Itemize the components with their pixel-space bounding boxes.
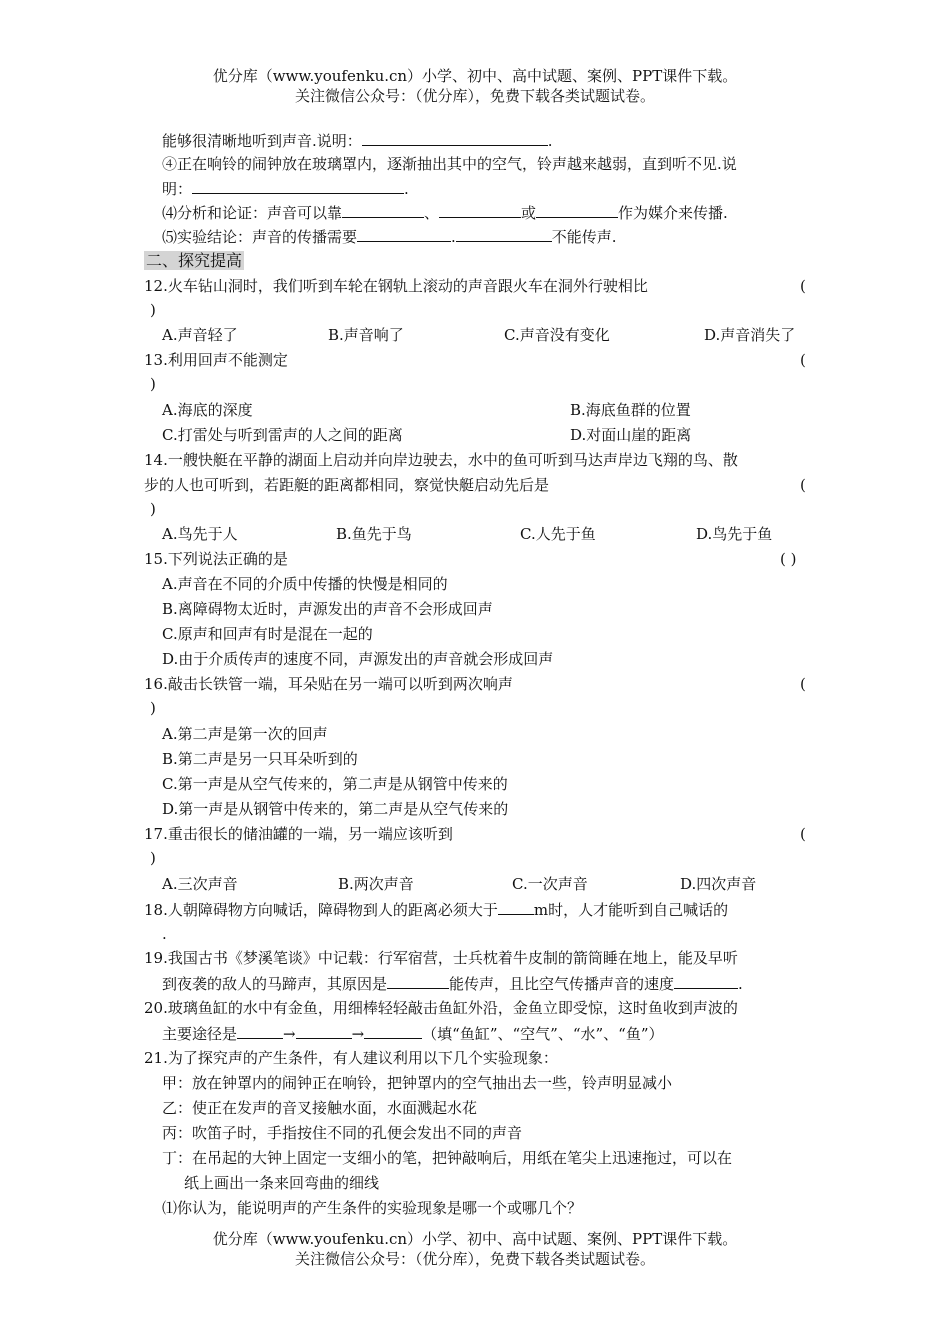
q12-option-d[interactable]: D.声音消失了	[704, 326, 796, 344]
q21-item-jia: 甲：放在钟罩内的闹钟正在响铃，把钟罩内的空气抽出去一些，铃声明显减小	[162, 1074, 673, 1092]
answer-blank[interactable]	[387, 973, 449, 989]
q12-option-b[interactable]: B.声音响了	[328, 326, 404, 344]
answer-blank[interactable]	[192, 178, 404, 194]
answer-blank[interactable]	[237, 1023, 283, 1039]
answer-blank[interactable]	[357, 226, 451, 242]
answer-paren-close: )	[150, 849, 156, 867]
header-line-2: 关注微信公众号：（优分库），免费下载各类试题试卷。	[294, 87, 655, 105]
q12-option-c[interactable]: C.声音没有变化	[504, 326, 610, 344]
experiment-step-4: ④正在响铃的闹钟放在玻璃罩内，逐渐抽出其中的空气，铃声越来越弱，直到听不见.说	[162, 155, 737, 173]
footer-line-1: 优分库（www.youfenku.cn）小学、初中、高中试题、案例、PPT课件下载。	[212, 1230, 738, 1248]
question-17-stem: 17.重击很长的储油罐的一端，另一端应该听到	[144, 825, 453, 843]
q17-option-a[interactable]: A.三次声音	[162, 875, 238, 893]
q12-option-a[interactable]: A.声音轻了	[162, 326, 238, 344]
answer-paren-close: )	[150, 301, 156, 319]
q16-option-d[interactable]: D.第一声是从钢管中传来的，第二声是从空气传来的	[162, 800, 509, 818]
section-title: 二、探究提高	[146, 251, 243, 270]
answer-blank[interactable]	[536, 202, 618, 218]
answer-blank[interactable]	[296, 1023, 352, 1039]
question-20-stem-2: 主要途径是 → → （填“鱼缸”、“空气”、“水”、“鱼”）	[162, 1025, 664, 1043]
question-20-stem-1: 20.玻璃鱼缸的水中有金鱼，用细棒轻轻敲击鱼缸外沿，金鱼立即受惊，这时鱼收到声波的	[144, 999, 738, 1017]
footer-line-2: 关注微信公众号：（优分库），免费下载各类试题试卷。	[294, 1250, 655, 1268]
q13-option-c[interactable]: C.打雷处与听到雷声的人之间的距离	[162, 426, 403, 444]
q14-option-a[interactable]: A.鸟先于人	[162, 525, 238, 543]
question-13-stem: 13.利用回声不能测定	[144, 351, 288, 369]
question-18-end: .	[162, 925, 167, 943]
q21-subquestion-1: ⑴你认为，能说明声的产生条件的实验现象是哪一个或哪几个？	[162, 1199, 583, 1217]
question-12-stem: 12.火车钻山洞时，我们听到车轮在钢轨上滚动的声音跟火车在洞外行驶相比	[144, 277, 648, 295]
q13-option-b[interactable]: B.海底鱼群的位置	[570, 401, 691, 419]
q14-option-b[interactable]: B.鱼先于鸟	[336, 525, 412, 543]
q13-option-d[interactable]: D.对面山崖的距离	[570, 426, 692, 444]
q16-option-b[interactable]: B.第二声是另一只耳朵听到的	[162, 750, 358, 768]
arrow-icon: →	[351, 1025, 365, 1043]
answer-blank[interactable]	[456, 226, 552, 242]
answer-paren[interactable]: ( )	[780, 550, 797, 568]
answer-paren-open: (	[800, 675, 806, 693]
experiment-note-line-2: 明： .	[162, 180, 409, 198]
question-16-stem: 16.敲击长铁管一端，耳朵贴在另一端可以听到两次响声	[144, 675, 513, 693]
answer-blank[interactable]	[364, 1023, 422, 1039]
q15-option-b[interactable]: B.离障碍物太近时，声源发出的声音不会形成回声	[162, 600, 493, 618]
experiment-note-line: 能够很清晰地听到声音.说明： .	[162, 132, 553, 150]
q21-item-ding-1: 丁：在吊起的大钟上固定一支细小的笔，把钟敲响后，用纸在笔尖上迅速拖过，可以在	[162, 1149, 733, 1167]
q16-option-c[interactable]: C.第一声是从空气传来的，第二声是从钢管中传来的	[162, 775, 508, 793]
question-15-stem: 15.下列说法正确的是	[144, 550, 288, 568]
q14-option-c[interactable]: C.人先于鱼	[520, 525, 596, 543]
question-14-stem-2: 步的人也可听到，若距艇的距离都相同，察觉快艇启动先后是	[144, 476, 550, 494]
answer-paren-close: )	[150, 699, 156, 717]
answer-blank[interactable]	[439, 202, 521, 218]
answer-paren-open: (	[800, 476, 806, 494]
header-line-1: 优分库（www.youfenku.cn）小学、初中、高中试题、案例、PPT课件下载。	[212, 67, 738, 85]
answer-paren-open: (	[800, 351, 806, 369]
answer-blank[interactable]	[362, 130, 548, 146]
q21-item-ding-2: 纸上画出一条来回弯曲的细线	[184, 1174, 380, 1192]
answer-paren-close: )	[150, 375, 156, 393]
q21-item-bing: 丙：吹笛子时，手指按住不同的孔便会发出不同的声音	[162, 1124, 523, 1142]
arrow-icon: →	[283, 1025, 296, 1043]
conclusion-line: ⑸实验结论：声音的传播需要 . 不能传声.	[162, 228, 617, 246]
q14-option-d[interactable]: D.鸟先于鱼	[696, 525, 773, 543]
q15-option-c[interactable]: C.原声和回声有时是混在一起的	[162, 625, 373, 643]
question-21-stem: 21.为了探究声的产生条件，有人建议利用以下几个实验现象：	[144, 1049, 558, 1067]
q15-option-a[interactable]: A.声音在不同的介质中传播的快慢是相同的	[162, 575, 448, 593]
q13-option-a[interactable]: A.海底的深度	[162, 401, 253, 419]
answer-blank[interactable]	[498, 899, 534, 915]
question-18-stem: 18.人朝障碍物方向喊话，障碍物到人的距离必须大于 m时，人才能听到自己喊话的	[144, 901, 729, 919]
q17-option-b[interactable]: B.两次声音	[338, 875, 414, 893]
question-19-stem-1: 19.我国古书《梦溪笔谈》中记载：行军宿营，士兵枕着牛皮制的箭筒睡在地上，能及早听	[144, 949, 738, 967]
q17-option-c[interactable]: C.一次声音	[512, 875, 588, 893]
analysis-line: ⑷分析和论证：声音可以靠 、 或 作为媒介来传播.	[162, 204, 728, 222]
q21-item-yi: 乙：使正在发声的音叉接触水面，水面溅起水花	[162, 1099, 478, 1117]
q17-option-d[interactable]: D.四次声音	[680, 875, 757, 893]
answer-blank[interactable]	[674, 973, 738, 989]
question-14-stem-1: 14.一艘快艇在平静的湖面上启动并向岸边驶去，水中的鱼可听到马达声岸边飞翔的鸟、散	[144, 451, 738, 469]
answer-blank[interactable]	[342, 202, 424, 218]
q16-option-a[interactable]: A.第二声是第一次的回声	[162, 725, 328, 743]
q15-option-d[interactable]: D.由于介质传声的速度不同，声源发出的声音就会形成回声	[162, 650, 554, 668]
answer-paren-open: (	[800, 277, 806, 295]
answer-paren-open: (	[800, 825, 806, 843]
question-19-stem-2: 到夜袭的敌人的马蹄声，其原因是 能传声，且比空气传播声音的速度 .	[162, 975, 743, 993]
answer-paren-close: )	[150, 500, 156, 518]
